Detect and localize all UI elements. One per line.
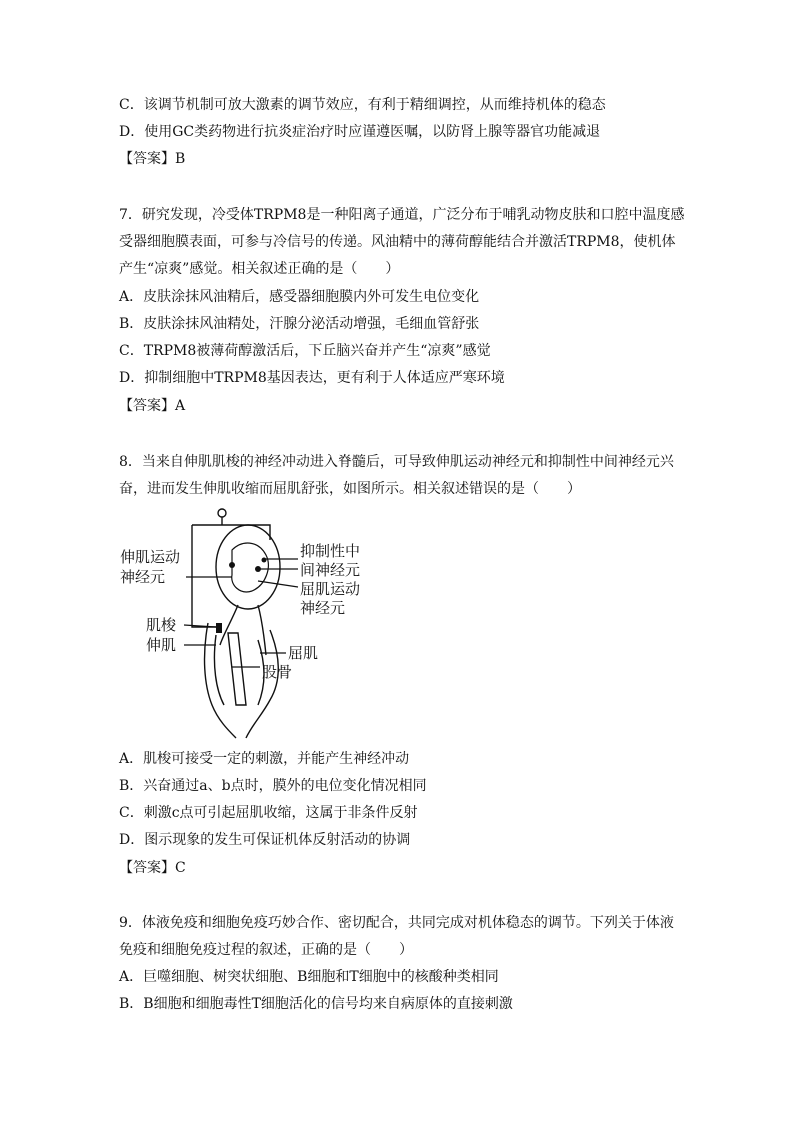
q7-answer: 【答案】A <box>119 398 186 414</box>
q8-option-c: C．刺激c点可引起屈肌收缩，这属于非条件反射 <box>119 805 418 821</box>
label-extensor-motor-2: 神经元 <box>120 568 166 586</box>
q8-stem-line-1: 8．当来自伸肌肌梭的神经冲动进入脊髓后，可导致伸肌运动神经元和抑制性中间神经元兴 <box>119 454 674 470</box>
label-extensor-motor-1: 伸肌运动 <box>120 548 181 566</box>
leg-outline-front <box>205 623 236 738</box>
q9-stem-line-1: 9．体液免疫和细胞免疫巧妙合作、密切配合，共同完成对机体稳态的调节。下列关于体液 <box>119 915 674 931</box>
label-femur: 股骨 <box>262 663 293 681</box>
q7-option-b: B．皮肤涂抹风油精处，汗腺分泌活动增强，毛细血管舒张 <box>119 316 480 332</box>
spinal-cord <box>216 525 280 609</box>
label-flexor: 屈肌 <box>288 644 319 662</box>
q7-stem-line-3: 产生“凉爽”感觉。相关叙述正确的是（ ） <box>119 261 400 277</box>
motor-nerve <box>258 605 266 655</box>
extensor-motor-neuron-soma <box>229 562 235 568</box>
q8-stem-line-2: 奋，进而发生伸肌收缩而屈肌舒张，如图所示。相关叙述错误的是（ ） <box>119 481 581 497</box>
leg-outline-back <box>246 630 278 738</box>
muscle-spindle-mark <box>216 623 222 633</box>
label-inhibitory-2: 间神经元 <box>300 561 361 579</box>
stimulus-electrode <box>218 509 226 517</box>
reflex-arc-figure <box>120 505 380 740</box>
label-flexor-motor-2: 神经元 <box>300 599 346 617</box>
inhibitory-interneuron-soma <box>262 558 267 563</box>
q6-option-c: C．该调节机制可放大激素的调节效应，有利于精细调控，从而维持机体的稳态 <box>119 97 606 113</box>
q9-option-a: A．巨噬细胞、树突状细胞、B细胞和T细胞中的核酸种类相同 <box>119 969 499 985</box>
q6-option-d: D．使用GC类药物进行抗炎症治疗时应谨遵医嘱，以防肾上腺等器官功能减退 <box>119 124 601 140</box>
label-flexor-motor-1: 屈肌运动 <box>300 580 361 598</box>
q8-answer: 【答案】C <box>119 860 186 876</box>
q8-option-a: A．肌梭可接受一定的刺激，并能产生神经冲动 <box>119 751 410 767</box>
q6-answer: 【答案】B <box>119 151 186 167</box>
q9-stem-line-2: 免疫和细胞免疫过程的叙述，正确的是（ ） <box>119 942 413 958</box>
q9-option-b: B．B细胞和细胞毒性T细胞活化的信号均来自病原体的直接刺激 <box>119 996 513 1012</box>
q7-option-d: D．抑制细胞中TRPM8基因表达，更有利于人体适应严寒环境 <box>119 370 505 386</box>
q8-option-b: B．兴奋通过a、b点时，膜外的电位变化情况相同 <box>119 778 427 794</box>
q7-option-c: C．TRPM8被薄荷醇激活后，下丘脑兴奋并产生“凉爽”感觉 <box>119 343 491 359</box>
femur-bone <box>228 633 246 705</box>
label-muscle-spindle: 肌梭 <box>146 616 177 634</box>
label-extensor: 伸肌 <box>146 636 177 654</box>
q7-option-a: A．皮肤涂抹风油精后，感受器细胞膜内外可发生电位变化 <box>119 289 480 305</box>
q7-stem-line-1: 7．研究发现，冷受体TRPM8是一种阳离子通道，广泛分布于哺乳动物皮肤和口腔中温度感 <box>119 207 685 223</box>
q7-stem-line-2: 受器细胞膜表面，可参与冷信号的传递。风油精中的薄荷醇能结合并激活TRPM8，使机体 <box>119 234 676 250</box>
q8-option-d: D．图示现象的发生可保证机体反射活动的协调 <box>119 832 411 848</box>
label-inhibitory-1: 抑制性中 <box>300 542 361 560</box>
